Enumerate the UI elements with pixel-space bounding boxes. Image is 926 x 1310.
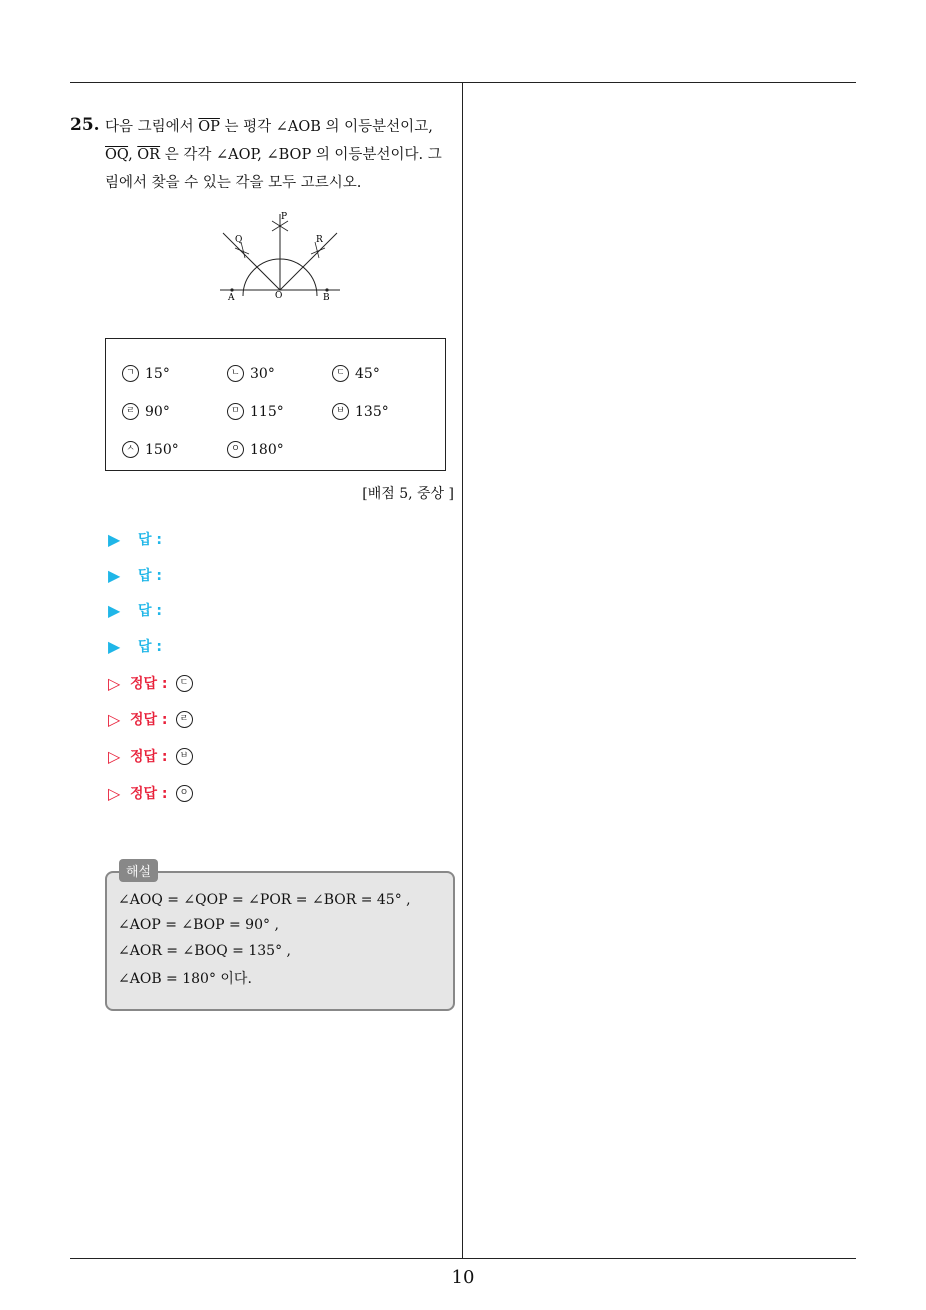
angle-bisector-figure [215, 208, 345, 308]
column-divider [462, 83, 463, 1259]
answer-row[interactable]: ▶ 답 : [108, 636, 162, 656]
choice-item: ㅇ 180° [227, 441, 284, 458]
question-number: 25. [70, 115, 100, 135]
segment-or: $\overline{OR}$ [137, 147, 161, 163]
choice-item: ㄴ 30° [227, 365, 275, 382]
explanation-tag: 해설 [119, 859, 158, 882]
correct-answer-mark: ㄷ [176, 675, 193, 692]
correct-answer-mark: ㅇ [176, 785, 193, 802]
label-b: B [323, 293, 330, 303]
choice-mark: ㄱ [122, 365, 139, 382]
outline-triangle-icon: ▷ [108, 709, 121, 729]
choice-mark: ㄷ [332, 365, 349, 382]
explanation-line: ∠AOQ = ∠QOP = ∠POR = ∠BOR = 45° , [118, 892, 411, 908]
segment-op: $\overline{OP}$ [198, 119, 220, 135]
label-o: O [275, 291, 283, 301]
choice-mark: ㅅ [122, 441, 139, 458]
page-number: 10 [451, 1267, 475, 1288]
correct-answer-row: ▷ 정답 : ㅇ [108, 783, 193, 803]
choice-item: ㄱ 15° [122, 365, 170, 382]
choice-item: ㄷ 45° [332, 365, 380, 382]
choice-item: ㅁ 115° [227, 403, 284, 420]
play-triangle-icon: ▶ [108, 565, 121, 585]
outline-triangle-icon: ▷ [108, 673, 121, 693]
question-text: 다음 그림에서 $\overline{OP}$ 는 평각 ∠AOB 의 이등분선이고, $\overline{OQ}$, $\overline{OR}$ 은 각각 ∠AOP, ∠BOP 의 이등분선이다. 그 림에서 찾을 수 있는 각을 모두 고르시오. [105, 119, 442, 191]
choice-item: ㅂ 135° [332, 403, 389, 420]
correct-answer-row: ▷ 정답 : ㄹ [108, 709, 193, 729]
outline-triangle-icon: ▷ [108, 746, 121, 766]
correct-answer-row: ▷ 정답 : ㅂ [108, 746, 193, 766]
score-label: [배점 5, 중상 ] [362, 486, 454, 502]
segment-oq: $\overline{OQ}$ [105, 147, 129, 163]
outline-triangle-icon: ▷ [108, 783, 121, 803]
answer-row[interactable]: ▶ 답 : [108, 529, 162, 549]
choice-mark: ㅁ [227, 403, 244, 420]
choice-item: ㅅ 150° [122, 441, 179, 458]
choice-mark: ㅂ [332, 403, 349, 420]
label-q: Q [235, 235, 243, 245]
play-triangle-icon: ▶ [108, 529, 121, 549]
label-r: R [316, 235, 323, 245]
choice-mark: ㄴ [227, 365, 244, 382]
label-p: P [281, 212, 288, 222]
explanation-line: ∠AOB = 180° 이다. [118, 971, 252, 987]
answer-row[interactable]: ▶ 답 : [108, 600, 162, 620]
top-rule [70, 82, 856, 83]
answer-row[interactable]: ▶ 답 : [108, 565, 162, 585]
correct-answer-mark: ㅂ [176, 748, 193, 765]
correct-answer-mark: ㄹ [176, 711, 193, 728]
choice-mark: ㄹ [122, 403, 139, 420]
choice-mark: ㅇ [227, 441, 244, 458]
play-triangle-icon: ▶ [108, 600, 121, 620]
explanation-line: ∠AOP = ∠BOP = 90° , [118, 917, 279, 933]
bottom-rule [70, 1258, 856, 1259]
label-a: A [228, 293, 235, 303]
play-triangle-icon: ▶ [108, 636, 121, 656]
choice-item: ㄹ 90° [122, 403, 170, 420]
explanation-line: ∠AOR = ∠BOQ = 135° , [118, 943, 291, 959]
correct-answer-row: ▷ 정답 : ㄷ [108, 673, 193, 693]
